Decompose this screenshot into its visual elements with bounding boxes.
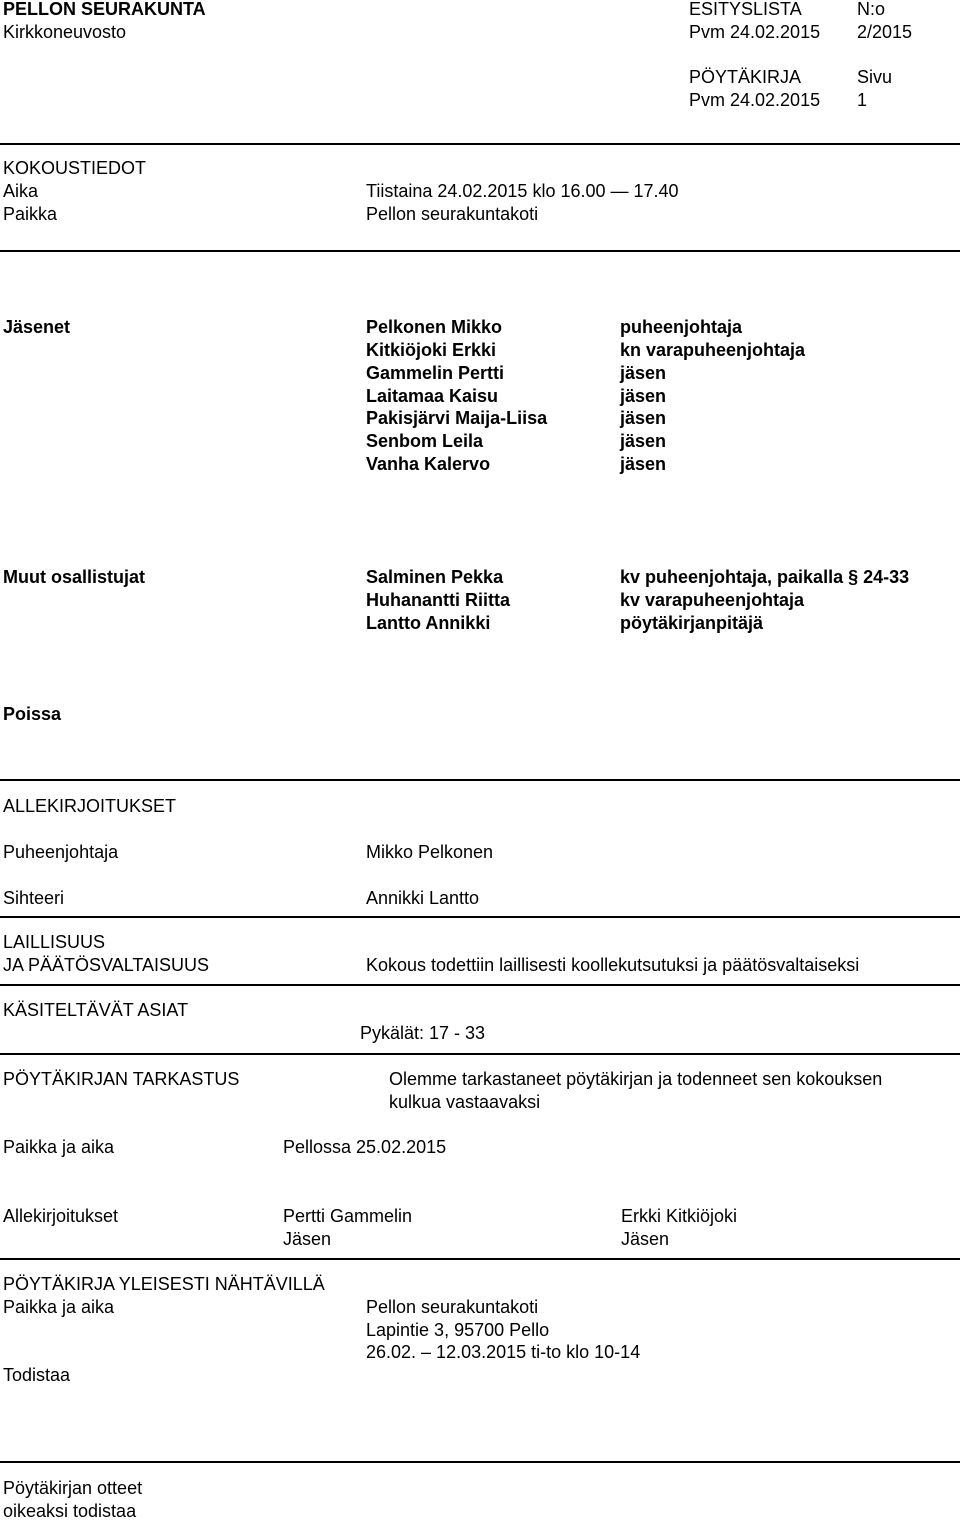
member-name: Laitamaa Kaisu	[366, 386, 499, 406]
items-value: Pykälät: 17 - 33	[360, 1023, 486, 1043]
member-role: jäsen	[620, 431, 667, 451]
signatures-heading: ALLEKIRJOITUKSET	[3, 796, 177, 816]
review-place-time-value: Pellossa 25.02.2015	[283, 1137, 447, 1157]
public-address: Lapintie 3, 95700 Pello	[366, 1320, 550, 1340]
participant-role: pöytäkirjanpitäjä	[620, 613, 764, 633]
footer-line: Pöytäkirjan otteet	[3, 1478, 143, 1498]
chair-label: Puheenjohtaja	[3, 842, 119, 862]
public-period: 26.02. – 12.03.2015 ti-to klo 10-14	[366, 1342, 641, 1362]
org-name: PELLON SEURAKUNTA	[3, 0, 206, 19]
secretary-name: Annikki Lantto	[366, 888, 480, 908]
member-role: jäsen	[620, 386, 667, 406]
review-text: kulkua vastaavaksi	[389, 1092, 541, 1112]
divider	[0, 916, 960, 918]
others-label: Muut osallistujat	[3, 567, 146, 587]
member-role: jäsen	[620, 408, 667, 428]
legality-label: LAILLISUUS	[3, 932, 106, 952]
page-number: 1	[857, 90, 868, 110]
governing-body: Kirkkoneuvosto	[3, 22, 127, 42]
divider	[0, 143, 960, 145]
public-heading: PÖYTÄKIRJA YLEISESTI NÄHTÄVILLÄ	[3, 1274, 325, 1294]
chair-name: Mikko Pelkonen	[366, 842, 494, 862]
review-place-time-label: Paikka ja aika	[3, 1137, 115, 1157]
time-value: Tiistaina 24.02.2015 klo 16.00 — 17.40	[366, 181, 679, 201]
review-text: Olemme tarkastaneet pöytäkirjan ja todenneet sen kokouksen	[389, 1069, 883, 1089]
agenda-number-label: N:o	[857, 0, 886, 19]
signer-role: Jäsen	[283, 1229, 332, 1249]
member-name: Kitkiöjoki Erkki	[366, 340, 497, 360]
member-name: Gammelin Pertti	[366, 363, 505, 383]
divider	[0, 1053, 960, 1055]
divider	[0, 984, 960, 986]
member-role: puheenjohtaja	[620, 317, 743, 337]
public-place-time-label: Paikka ja aika	[3, 1297, 115, 1317]
participant-role: kv varapuheenjohtaja	[620, 590, 805, 610]
member-name: Senbom Leila	[366, 431, 484, 451]
signer-name: Pertti Gammelin	[283, 1206, 413, 1226]
signer-name: Erkki Kitkiöjoki	[621, 1206, 738, 1226]
member-name: Pelkonen Mikko	[366, 317, 503, 337]
items-label: KÄSITELTÄVÄT ASIAT	[3, 1000, 189, 1020]
member-name: Pakisjärvi Maija-Liisa	[366, 408, 548, 428]
member-role: jäsen	[620, 363, 667, 383]
participant-role: kv puheenjohtaja, paikalla § 24-33	[620, 567, 910, 587]
page-label: Sivu	[857, 67, 893, 87]
public-place: Pellon seurakuntakoti	[366, 1297, 539, 1317]
footer-line: oikeaksi todistaa	[3, 1501, 137, 1521]
participant-name: Salminen Pekka	[366, 567, 504, 587]
members-label: Jäsenet	[3, 317, 71, 337]
meeting-heading: KOKOUSTIEDOT	[3, 158, 147, 178]
participant-name: Huhanantti Riitta	[366, 590, 510, 610]
legality-text: Kokous todettiin laillisesti koollekutsutuksi ja päätösvaltaiseksi	[366, 955, 860, 975]
absent-label: Poissa	[3, 704, 62, 724]
agenda-number: 2/2015	[857, 22, 913, 42]
agenda-date: Pvm 24.02.2015	[689, 22, 821, 42]
member-name: Vanha Kalervo	[366, 454, 491, 474]
participant-name: Lantto Annikki	[366, 613, 491, 633]
certify-label: Todistaa	[3, 1365, 71, 1385]
member-role: jäsen	[620, 454, 667, 474]
divider	[0, 250, 960, 252]
divider	[0, 779, 960, 781]
member-role: kn varapuheenjohtaja	[620, 340, 806, 360]
agenda-label: ESITYSLISTA	[689, 0, 802, 19]
place-label: Paikka	[3, 204, 58, 224]
review-label: PÖYTÄKIRJAN TARKASTUS	[3, 1069, 240, 1089]
time-label: Aika	[3, 181, 39, 201]
signer-role: Jäsen	[621, 1229, 670, 1249]
divider	[0, 1258, 960, 1260]
legality-label: JA PÄÄTÖSVALTAISUUS	[3, 955, 210, 975]
divider	[0, 1461, 960, 1463]
secretary-label: Sihteeri	[3, 888, 65, 908]
review-signatures-label: Allekirjoitukset	[3, 1206, 119, 1226]
minutes-label: PÖYTÄKIRJA	[689, 67, 802, 87]
minutes-date: Pvm 24.02.2015	[689, 90, 821, 110]
place-value: Pellon seurakuntakoti	[366, 204, 539, 224]
